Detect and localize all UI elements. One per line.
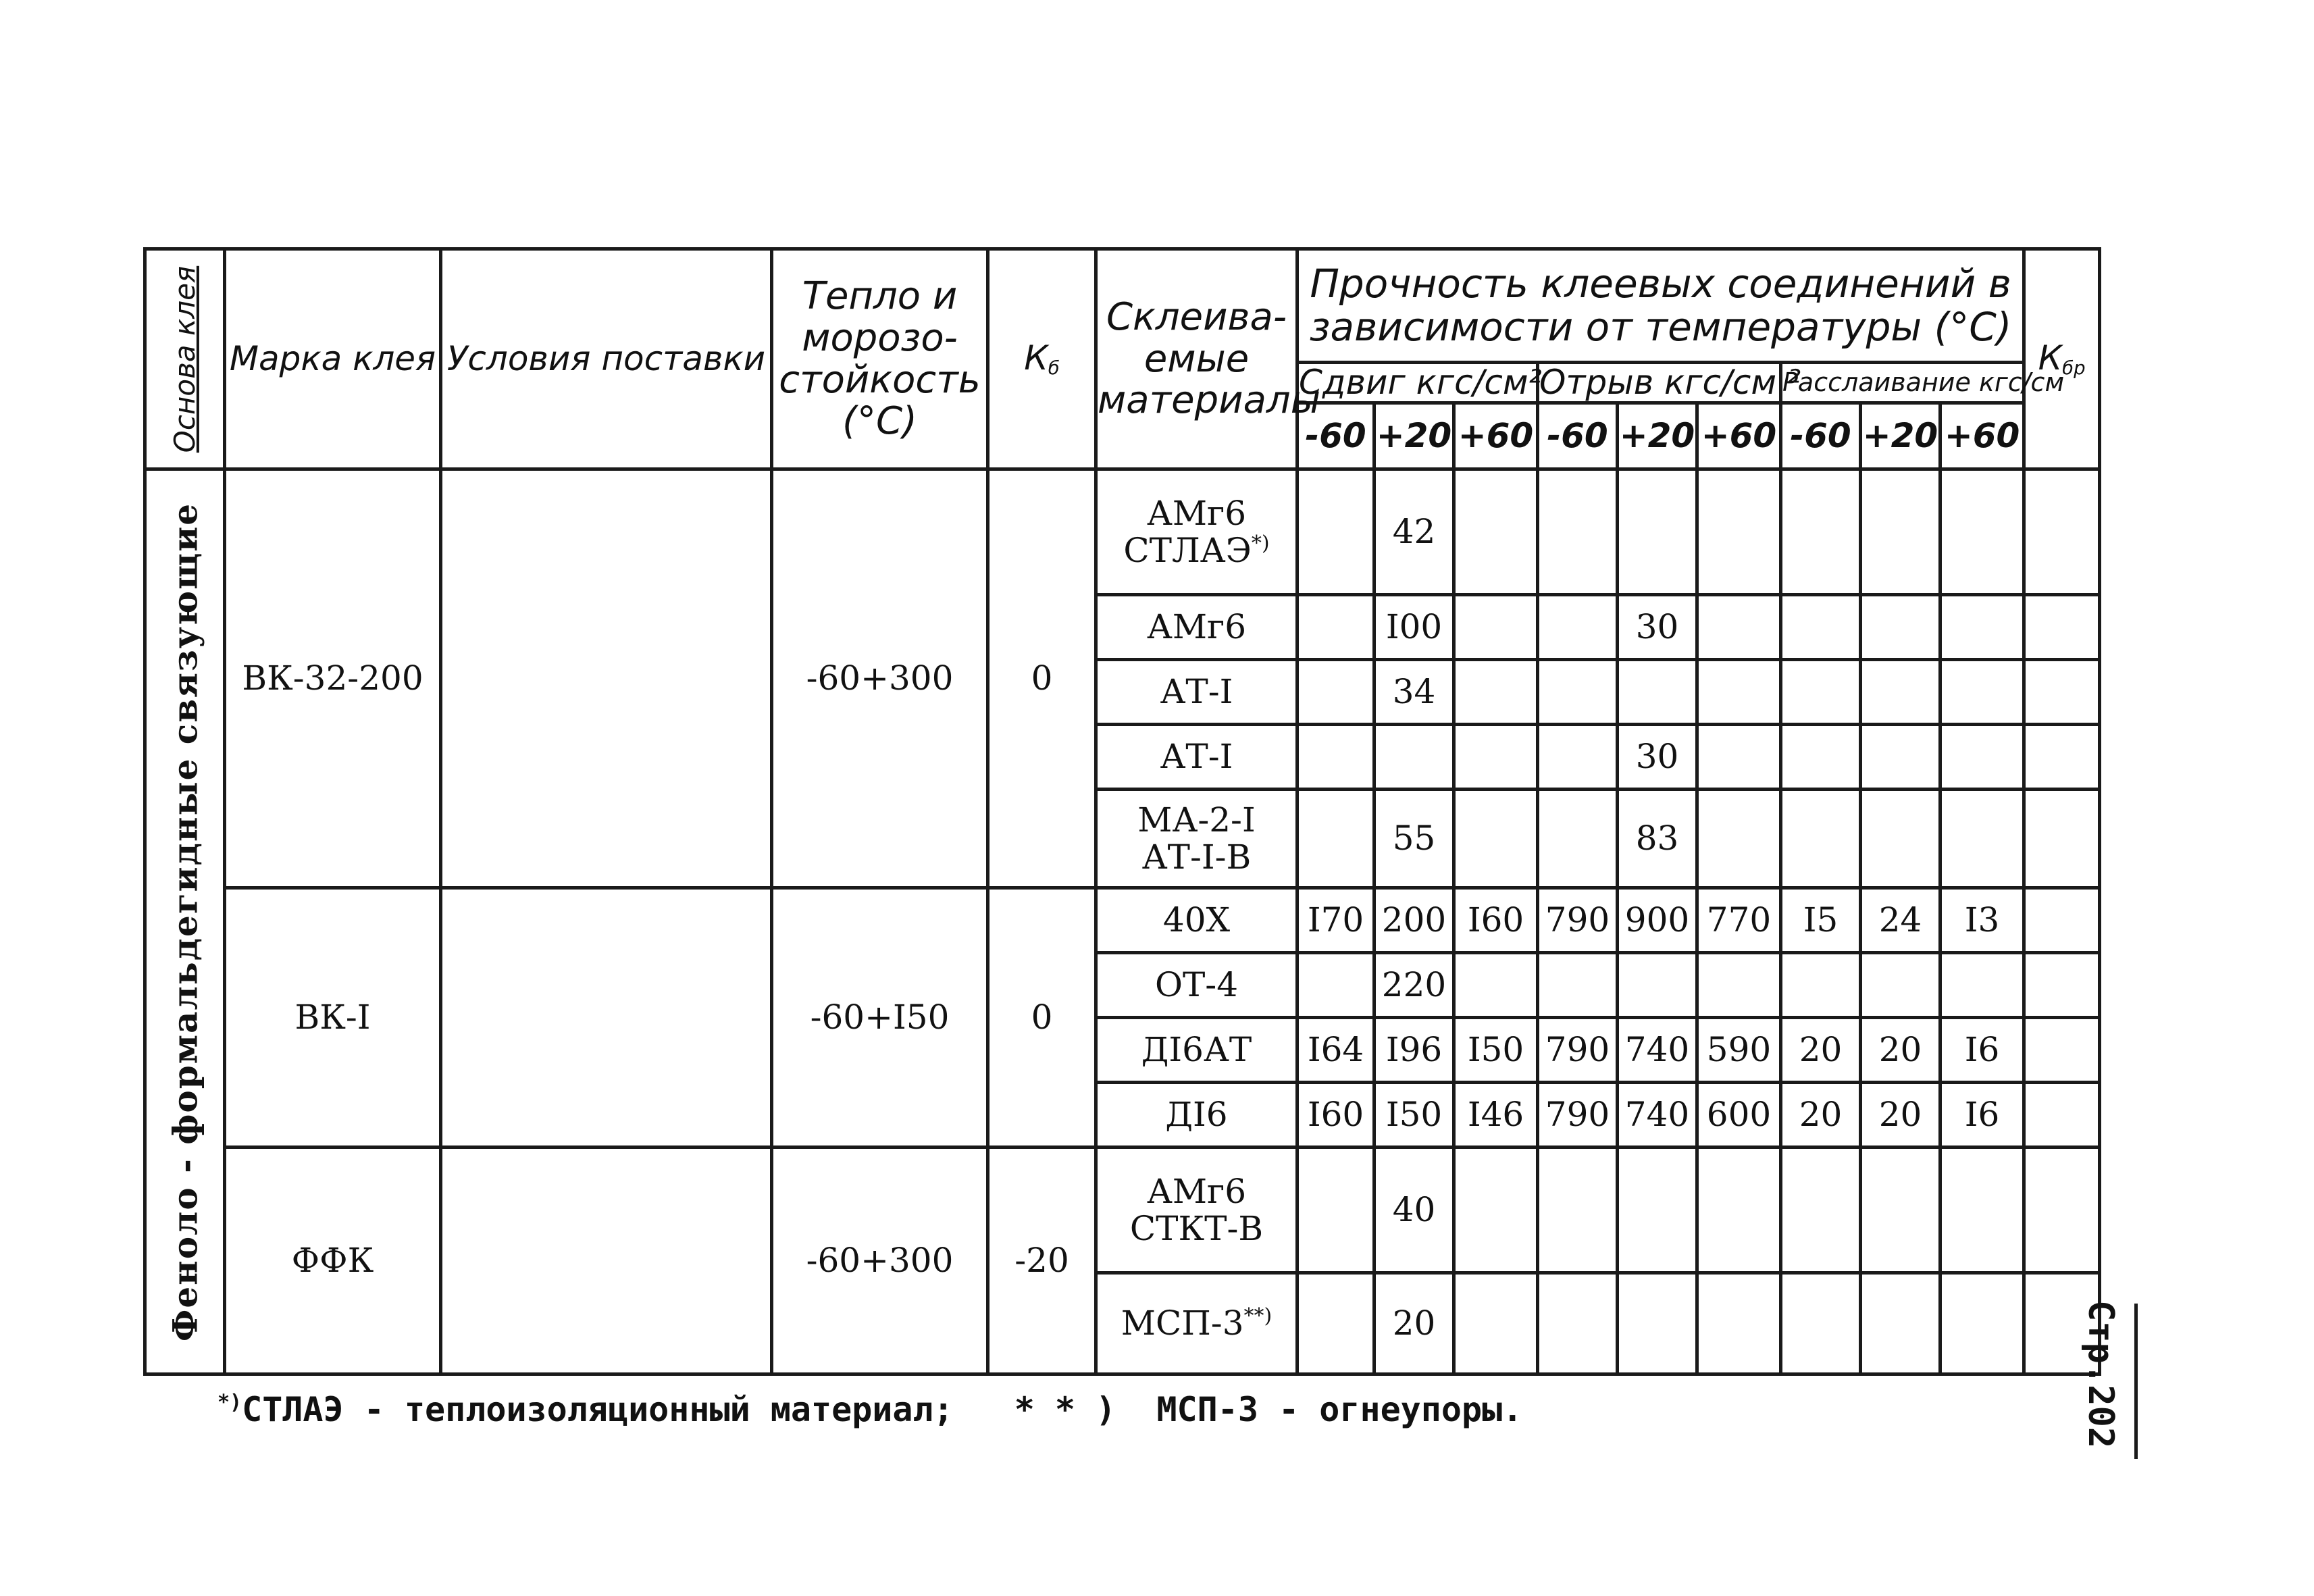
resistance-cell: -60+300 (772, 469, 988, 888)
value-cell (1781, 595, 1861, 660)
value-cell: 20 (1781, 1083, 1861, 1148)
value-cell (1940, 1148, 2024, 1273)
value-cell (1861, 469, 1940, 595)
value-cell: 20 (1861, 1018, 1940, 1083)
value-cell: 790 (1538, 888, 1618, 953)
value-cell: 40 (1374, 1148, 1454, 1273)
page-number-rule (2134, 1304, 2138, 1459)
resistance-cell: -60+I50 (772, 888, 988, 1148)
value-cell: I5 (1781, 888, 1861, 953)
material-cell (1096, 953, 1297, 1018)
supply-cell (441, 888, 772, 1148)
kbr-cell (2024, 660, 2100, 725)
header-supply-conditions: Условия поставки (441, 249, 772, 469)
material-line: АМг6 (1146, 493, 1247, 533)
material-cell (1096, 1083, 1297, 1148)
value-cell: 42 (1374, 469, 1454, 595)
value-cell (1861, 953, 1940, 1018)
footnote-mark: **) (1243, 1304, 1272, 1328)
kbr-cell (2024, 725, 2100, 790)
value-cell (1538, 469, 1618, 595)
value-cell (1781, 790, 1861, 888)
value-cell (1297, 1273, 1374, 1374)
temp-cell: +20 (1374, 403, 1454, 469)
footnote-text-1: СТЛАЭ - теплоизоляционный материал; (242, 1390, 954, 1429)
value-cell: 30 (1618, 595, 1697, 660)
value-cell: 55 (1374, 790, 1454, 888)
header-strength: Прочность клеевых соединений в зависимости от температуры (°С) (1297, 249, 2024, 363)
temp-cell: +60 (1940, 403, 2024, 469)
material-line: МСП-3**) (1121, 1304, 1272, 1343)
value-cell (1297, 953, 1374, 1018)
base-label: Феноло - формальдегидные связующие (165, 502, 205, 1341)
material-cell (1096, 660, 1297, 725)
material-cell (1096, 1018, 1297, 1083)
value-cell (1940, 953, 2024, 1018)
value-cell (1861, 660, 1940, 725)
brand-cell: ВК-32-200 (225, 469, 441, 888)
value-cell (1940, 660, 2024, 725)
value-cell: 34 (1374, 660, 1454, 725)
value-cell (1618, 1273, 1697, 1374)
value-cell (1454, 725, 1538, 790)
value-cell (1861, 1273, 1940, 1374)
brand-cell: ВК-I (225, 888, 441, 1148)
value-cell (1454, 790, 1538, 888)
value-cell: 740 (1618, 1018, 1697, 1083)
material-line: АМг6 (1146, 1171, 1247, 1211)
value-cell: 200 (1374, 888, 1454, 953)
value-cell (1861, 725, 1940, 790)
header-peel: Расслаивание кгс/см (1781, 363, 2024, 403)
value-cell (1861, 790, 1940, 888)
value-cell (1538, 1273, 1618, 1374)
header-kb: $К_б$ (988, 249, 1096, 469)
value-cell (1538, 790, 1618, 888)
value-cell (1781, 953, 1861, 1018)
value-cell (1454, 953, 1538, 1018)
base-label-cell (145, 469, 225, 1374)
temp-cell: +20 (1861, 403, 1940, 469)
value-cell: 740 (1618, 1083, 1697, 1148)
kbr-cell (2024, 888, 2100, 953)
table-body (145, 469, 2100, 1374)
value-cell: I6 (1940, 1083, 2024, 1148)
material-line: АТ-I (1160, 737, 1233, 776)
footnote-mark-2: * * ) (1014, 1390, 1116, 1429)
header-shear: Сдвиг кгс/см² (1297, 363, 1538, 403)
value-cell (1781, 725, 1861, 790)
kbr-cell (2024, 469, 2100, 595)
value-cell: 790 (1538, 1083, 1618, 1148)
resistance-cell: -60+300 (772, 1148, 988, 1374)
kbr-cell (2024, 595, 2100, 660)
value-cell (1538, 660, 1618, 725)
value-cell: I00 (1374, 595, 1454, 660)
value-cell (1697, 469, 1781, 595)
kb-cell: 0 (988, 888, 1096, 1148)
kbr-cell (2024, 1148, 2100, 1273)
value-cell (1697, 1148, 1781, 1273)
material-cell (1096, 725, 1297, 790)
value-cell (1454, 595, 1538, 660)
value-cell: 790 (1538, 1018, 1618, 1083)
value-cell (1454, 660, 1538, 725)
value-cell: 20 (1781, 1018, 1861, 1083)
value-cell (1861, 1148, 1940, 1273)
value-cell: I46 (1454, 1083, 1538, 1148)
kbr-cell (2024, 1083, 2100, 1148)
value-cell: 30 (1618, 725, 1697, 790)
value-cell: 900 (1618, 888, 1697, 953)
material-line: АМг6 (1146, 607, 1247, 646)
material-line: 40Х (1162, 900, 1231, 939)
temp-cell: +60 (1454, 403, 1538, 469)
footnote-mark: *) (1251, 531, 1270, 555)
header-row-1 (145, 249, 2100, 363)
material-line: МА-2-I (1137, 800, 1256, 840)
temp-cell: +60 (1697, 403, 1781, 469)
header-brand: Марка клея (225, 249, 441, 469)
value-cell (1697, 725, 1781, 790)
kbr-cell (2024, 1018, 2100, 1083)
header-base: Основа клея (145, 249, 225, 469)
material-line: СТКТ-В (1129, 1208, 1264, 1248)
value-cell (1697, 790, 1781, 888)
value-cell (1297, 595, 1374, 660)
value-cell: I60 (1454, 888, 1538, 953)
value-cell (1697, 660, 1781, 725)
value-cell (1538, 725, 1618, 790)
value-cell (1781, 660, 1861, 725)
header-kbr: $К_{бр}$ (2024, 249, 2100, 469)
value-cell (1297, 1148, 1374, 1273)
footnote-mark-1: *) (217, 1391, 242, 1414)
value-cell (1781, 1273, 1861, 1374)
value-cell: I70 (1297, 888, 1374, 953)
table-row (145, 469, 2100, 595)
material-cell (1096, 595, 1297, 660)
value-cell (1618, 660, 1697, 725)
value-cell (1454, 1273, 1538, 1374)
temp-cell: -60 (1538, 403, 1618, 469)
header-materials: Склеива-емые материалы (1096, 249, 1297, 469)
material-cell (1096, 1273, 1297, 1374)
value-cell: 220 (1374, 953, 1454, 1018)
value-cell: 20 (1861, 1083, 1940, 1148)
value-cell (1297, 469, 1374, 595)
value-cell (1297, 790, 1374, 888)
material-line: ДI6АТ (1141, 1030, 1252, 1069)
value-cell: 590 (1697, 1018, 1781, 1083)
value-cell (1861, 595, 1940, 660)
header-resistance: Тепло и морозо-стойкость (°С) (772, 249, 988, 469)
table-row (145, 888, 2100, 953)
footnote (217, 1390, 1974, 1429)
material-line: ДI6 (1165, 1095, 1228, 1134)
value-cell: I50 (1454, 1018, 1538, 1083)
value-cell (1618, 953, 1697, 1018)
value-cell (1781, 469, 1861, 595)
value-cell (1297, 725, 1374, 790)
value-cell (1697, 953, 1781, 1018)
table-row (145, 1148, 2100, 1273)
material-line: СТЛАЭ*) (1123, 530, 1270, 570)
value-cell (1940, 725, 2024, 790)
value-cell (1374, 725, 1454, 790)
value-cell: I96 (1374, 1018, 1454, 1083)
supply-cell (441, 1148, 772, 1374)
value-cell: 24 (1861, 888, 1940, 953)
value-cell: 600 (1697, 1083, 1781, 1148)
value-cell (1618, 1148, 1697, 1273)
value-cell (1781, 1148, 1861, 1273)
temp-cell: -60 (1297, 403, 1374, 469)
material-line: АТ-I-В (1141, 837, 1252, 877)
value-cell: 83 (1618, 790, 1697, 888)
value-cell: I3 (1940, 888, 2024, 953)
value-cell (1618, 469, 1697, 595)
kb-cell: 0 (988, 469, 1096, 888)
brand-cell: ФФК (225, 1148, 441, 1374)
kb-cell: -20 (988, 1148, 1096, 1374)
value-cell (1454, 469, 1538, 595)
adhesive-properties-table (143, 247, 2101, 1376)
value-cell (1940, 469, 2024, 595)
temp-cell: -60 (1781, 403, 1861, 469)
value-cell (1538, 953, 1618, 1018)
value-cell: I64 (1297, 1018, 1374, 1083)
material-line: ОТ-4 (1154, 965, 1239, 1004)
material-cell (1096, 790, 1297, 888)
supply-cell (441, 469, 772, 888)
value-cell: 20 (1374, 1273, 1454, 1374)
kbr-cell (2024, 953, 2100, 1018)
value-cell: I50 (1374, 1083, 1454, 1148)
kbr-cell (2024, 790, 2100, 888)
value-cell (1940, 790, 2024, 888)
value-cell: I6 (1940, 1018, 2024, 1083)
value-cell: I60 (1297, 1083, 1374, 1148)
value-cell (1538, 595, 1618, 660)
material-cell (1096, 469, 1297, 595)
value-cell: 770 (1697, 888, 1781, 953)
value-cell (1697, 1273, 1781, 1374)
material-cell (1096, 1148, 1297, 1273)
material-cell (1096, 888, 1297, 953)
page-number: Стр.202 (2080, 1300, 2121, 1449)
value-cell (1297, 660, 1374, 725)
material-line: АТ-I (1160, 672, 1233, 711)
value-cell (1697, 595, 1781, 660)
temp-cell: +20 (1618, 403, 1697, 469)
header-tear: Отрыв кгс/см ² (1538, 363, 1781, 403)
footnote-text-2: МСП-3 - огнеупоры. (1156, 1390, 1523, 1429)
value-cell (1940, 1273, 2024, 1374)
value-cell (1538, 1148, 1618, 1273)
value-cell (1454, 1148, 1538, 1273)
value-cell (1940, 595, 2024, 660)
